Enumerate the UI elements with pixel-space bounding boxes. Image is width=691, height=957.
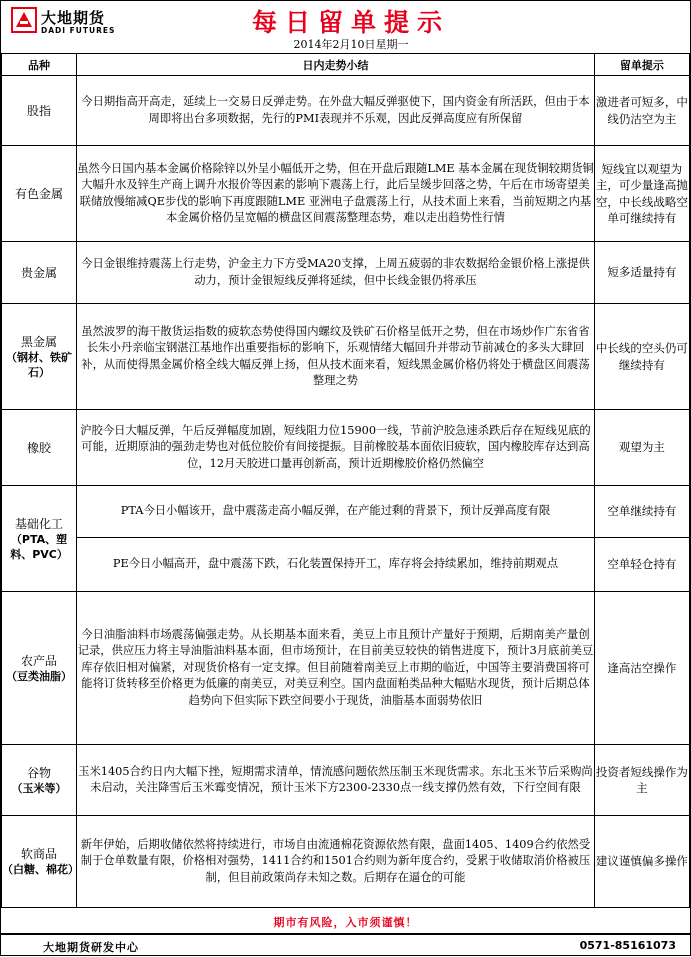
advice-cell: 空单继续持有: [594, 486, 689, 538]
table-row-chemicals-pe: [2, 538, 690, 592]
category-cell: [2, 816, 77, 908]
column-header-advice: 留单提示: [594, 54, 689, 76]
category-cell: [2, 146, 77, 242]
advice-table: [1, 53, 690, 908]
category-subtitle: （白糖、棉花）: [2, 863, 79, 876]
advice-cell: 短线宜以观望为主，可少量逢高抛空，中长线战略空单可继续持有: [594, 146, 689, 242]
company-logo: [11, 7, 123, 37]
category-label: 农产品: [21, 653, 58, 668]
category-label: 股指: [27, 103, 52, 118]
table-row-precious-metals: [2, 242, 690, 304]
category-label: 贵金属: [21, 265, 58, 280]
category-cell: [2, 745, 77, 816]
category-label: 软商品: [21, 847, 58, 861]
logo-mark-icon: [11, 7, 37, 33]
risk-notice: 期市有风险，入市须谨慎！: [273, 916, 418, 929]
category-cell: [2, 486, 77, 592]
contact-phone: 0571-85161073: [579, 939, 676, 952]
column-header-category: 品种: [2, 54, 77, 76]
table-row-soft-commodities: [2, 816, 690, 908]
table-row-chemicals-pta: [2, 486, 690, 538]
summary-cell: 玉米1405合约日内大幅下挫，短期需求清单，情流感问题依然压制玉米现货需求。东北玉米节后采购尚未启动，关注降雪后玉米霉变情况，预计玉米下方2300-2330点一线支撑仍然有效，下行空间有限: [77, 745, 595, 816]
category-cell: [2, 592, 77, 745]
advice-cell: 短多适量持有: [594, 242, 689, 304]
table-row-rubber: [2, 410, 690, 486]
summary-cell: 虽然波罗的海干散货运指数的疲软态势使得国内螺纹及铁矿石价格呈低开之势，但在市场炒作广东省省长朱小丹亲临宝钢湛江基地作出重要指标的影响下，乐观情绪大幅回升并带动节前减仓的多头大肆回补，从而使得黑金属价格全线大幅反弹上扬，但从技术面来看，短线黑金属价格仍将处于横盘区间震荡整理之势: [77, 304, 595, 410]
table-row-nonferrous: [2, 146, 690, 242]
summary-cell: 今日油脂油料市场震荡偏强走势。从长期基本面来看，美豆上市且预计产量好于预期，后期南美产量创记录，供应压力将主导油脂油料基本面，但市场预计，在目前美豆较快的销售进度下，预计3月底前美豆库存依旧相对偏紧，对现货价格有一定支撑。但目前随着南美豆上市期的临近，中国等主要消费国将可能将订货转移至价格更为低廉的南美豆，对美豆利空。国内盘面粕类品种大幅贴水现货，预计后期总体趋势向下但实际下跌空间要小于现货，油脂基本面弱势依旧: [77, 592, 595, 745]
category-cell: [2, 242, 77, 304]
category-subtitle: （PTA、塑料、PVC）: [10, 532, 68, 561]
category-cell: [2, 410, 77, 486]
category-cell: [2, 76, 77, 146]
report-date: 2014年2月10日星期一: [293, 38, 409, 51]
category-label: 黑金属: [21, 334, 58, 349]
table-row-agriculture: [2, 592, 690, 745]
logo-english-name: DADI FUTURES: [41, 26, 116, 35]
advice-cell: 建议谨慎偏多操作: [594, 816, 689, 908]
summary-cell: 沪胶今日大幅反弹，午后反弹幅度加剧，短线阻力位15900一线，节前沪胶急速杀跌后存在短线见底的可能，近期原油的强劲走势也对低位胶价有间接提振。目前橡胶基本面依旧疲软，国内橡胶库存达到高位，12月天胶进口量再创新高，预计近期橡胶价格仍然偏空: [77, 410, 595, 486]
advice-cell: 投资者短线操作为主: [594, 745, 689, 816]
summary-cell: 新年伊始，后期收储依然将持续进行，市场自由流通棉花资源依然有限，盘面1405、1409合约依然受制于仓单数量有限，价格相对强势，1411合约和1501合约则为新年度合约，受累于收储取消价格被压制，但目前政策尚存未知之数。后期存在逼仓的可能: [77, 816, 595, 908]
category-subtitle: （钢材、铁矿石）: [6, 350, 73, 379]
advice-cell: 激进者可短多，中线仍沽空为主: [594, 76, 689, 146]
advice-cell: 逢高沽空操作: [594, 592, 689, 745]
report-header: [1, 1, 690, 53]
logo-chinese-name: 大地期货: [41, 9, 106, 27]
report-title: 每日留单提示: [251, 8, 450, 37]
report-footer: [1, 933, 690, 957]
advice-cell: 中长线的空头仍可继续持有: [594, 304, 689, 410]
research-center-name: 大地期货研发中心: [43, 941, 139, 954]
summary-cell: 虽然今日国内基本金属价格除锌以外呈小幅低开之势，但在开盘后跟随LME 基本金属在现货铜较期货铜大幅升水及锌生产商上调升水报价等因素的影响下震荡上行，此后呈缓步回落之势，午后在市场寄望美联储放慢缩减QE步伐的影响下再度跟随LME 亚洲电子盘震荡上行，从技术面上来看，当前短期之内基本金属价格仍呈宽幅的横盘区间震荡整理态势，难以走出趋势性行情: [77, 146, 595, 242]
summary-cell: PTA今日小幅该开，盘中震荡走高小幅反弹，在产能过剩的背景下，预计反弹高度有限: [77, 486, 595, 538]
summary-cell: 今日期指高开高走，延续上一交易日反弹走势。在外盘大幅反弹驱使下，国内资金有所活跃，但由于本周即将出台多项数据，先行的PMI表现并不乐观，因此反弹高度应有所保留: [77, 76, 595, 146]
table-row-ferrous: [2, 304, 690, 410]
category-cell: [2, 304, 77, 410]
column-header-summary: 日内走势小结: [77, 54, 595, 76]
summary-cell: PE今日小幅高开，盘中震荡下跌，石化装置保持开工，库存将会持续累加，维持前期观点: [77, 538, 595, 592]
table-row-grains: [2, 745, 690, 816]
category-subtitle: （玉米等）: [11, 781, 67, 795]
summary-cell: 今日金银维持震荡上行走势，沪金主力下方受MA20支撑，上周五疲弱的非农数据给金银价格上涨提供动力，预计金银短线反弹将延续，但中长线金银仍将承压: [77, 242, 595, 304]
advice-cell: 空单轻仓持有: [594, 538, 689, 592]
category-subtitle: （豆类油脂）: [6, 669, 73, 683]
table-header-row: [2, 54, 690, 76]
category-label: 基础化工: [15, 516, 64, 531]
category-label: 有色金属: [15, 186, 64, 201]
category-label: 谷物: [27, 765, 52, 780]
advice-cell: 观望为主: [594, 410, 689, 486]
table-row-stock-index: [2, 76, 690, 146]
category-label: 橡胶: [27, 440, 52, 455]
